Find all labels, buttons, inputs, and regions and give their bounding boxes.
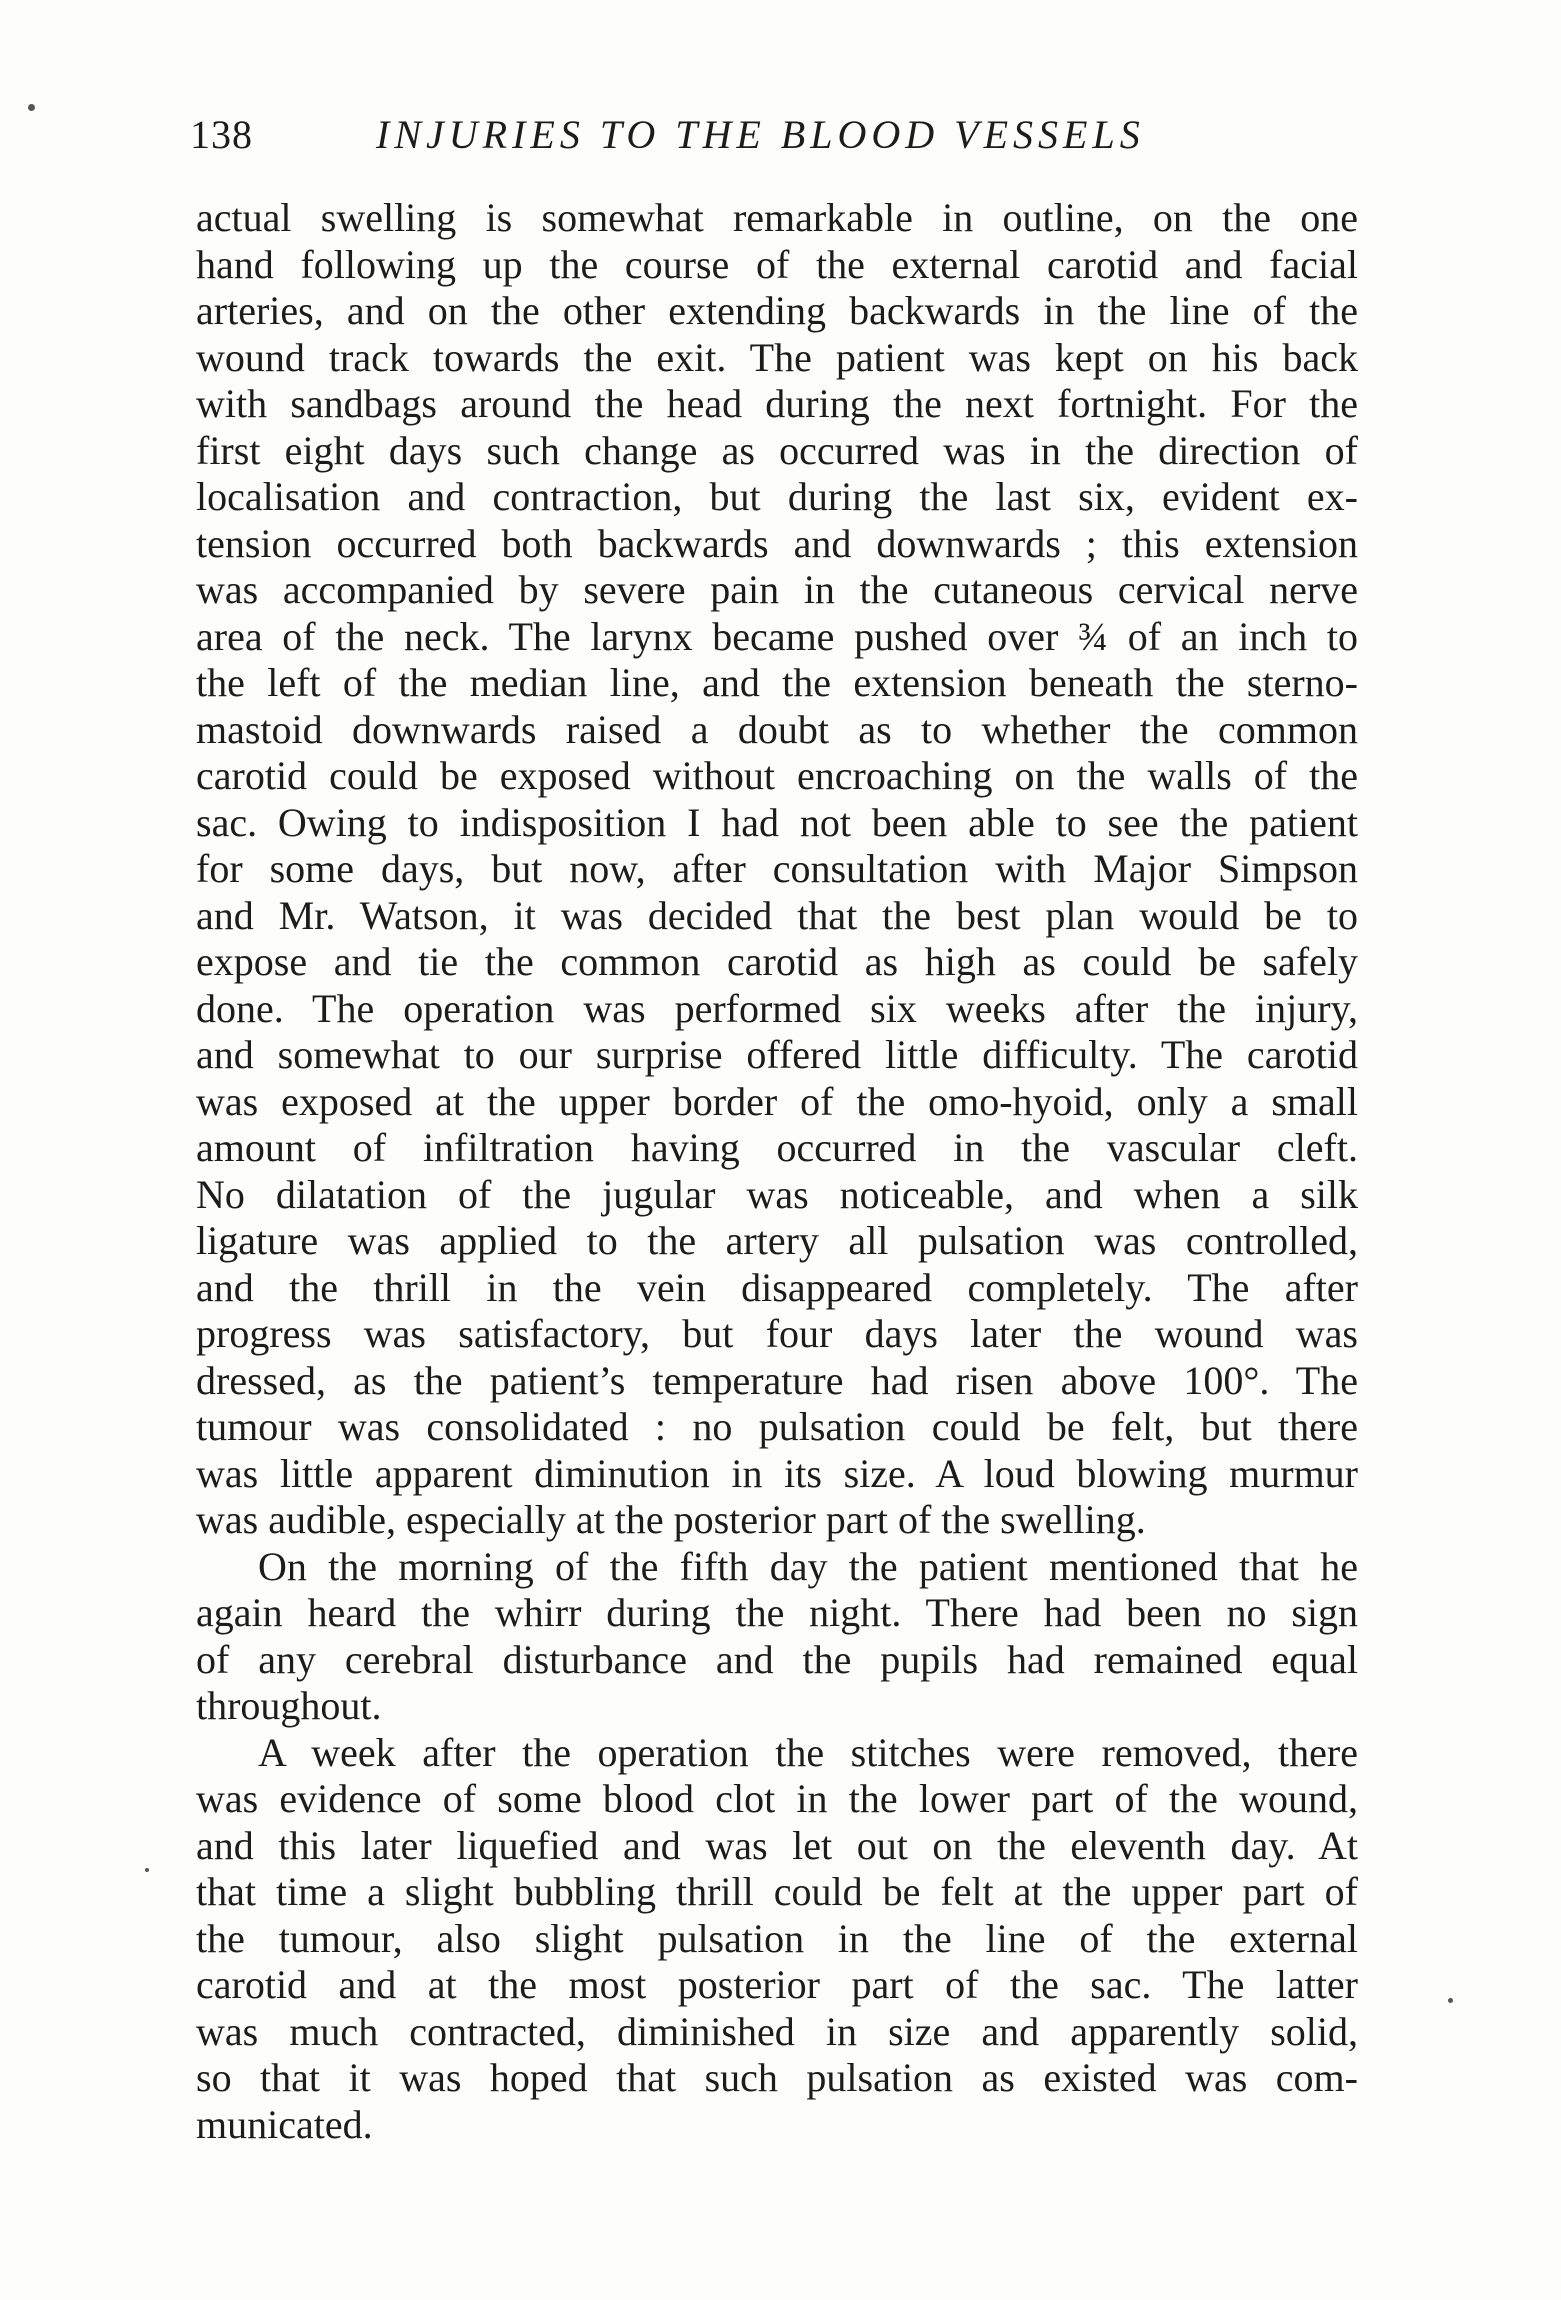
text-line: No dilatation of the jugular was noticeable, and when a silk <box>196 1171 1358 1217</box>
text-line: and Mr. Watson, it was decided that the best plan would be to <box>196 892 1358 938</box>
text-line: of any cerebral disturbance and the pupils had remained equal <box>196 1636 1358 1682</box>
text-line: the tumour, also slight pulsation in the line of the external <box>196 1915 1358 1961</box>
text-line: and the thrill in the vein disappeared completely. The after <box>196 1264 1358 1310</box>
paragraph-1 <box>196 195 1358 1544</box>
ink-speck <box>1448 1998 1453 2003</box>
text-line: was evidence of some blood clot in the lower part of the wound, <box>196 1776 1358 1821</box>
text-line: amount of infiltration having occurred in the vascular cleft. <box>196 1125 1358 1170</box>
paragraph-3 <box>196 1730 1358 2149</box>
text-line: carotid and at the most posterior part of the sac. The latter <box>196 1962 1358 2007</box>
text-line: ligature was applied to the artery all pulsation was controlled, <box>196 1218 1358 1263</box>
text-line: the left of the median line, and the extension beneath the sterno- <box>196 660 1358 705</box>
running-header <box>190 110 1370 160</box>
text-line: and this later liquefied and was let out on the eleventh day. At <box>196 1822 1358 1868</box>
text-line: mastoid downwards raised a doubt as to whether the common <box>196 706 1358 752</box>
ink-speck <box>145 1868 149 1872</box>
paragraph-2 <box>196 1544 1358 1730</box>
text-line: progress was satisfactory, but four days later the wound was <box>196 1311 1358 1356</box>
text-line: sac. Owing to indisposition I had not been able to see the patient <box>196 799 1358 845</box>
text-line: tumour was consolidated : no pulsation could be felt, but there <box>196 1404 1358 1449</box>
text-line: expose and tie the common carotid as high as could be safely <box>196 939 1358 984</box>
text-line: and somewhat to our surprise offered little difficulty. The carotid <box>196 1032 1358 1077</box>
text-line: dressed, as the patient’s temperature had risen above 100°. The <box>196 1357 1358 1403</box>
text-line: wound track towards the exit. The patient was kept on his back <box>196 334 1358 380</box>
text-line: first eight days such change as occurred was in the direction of <box>196 427 1358 473</box>
text-line: carotid could be exposed without encroaching on the walls of the <box>196 753 1358 798</box>
text-line: again heard the whirr during the night. There had been no sign <box>196 1590 1358 1635</box>
ink-speck <box>28 104 35 111</box>
text-line: hand following up the course of the external carotid and facial <box>196 241 1358 287</box>
text-line: localisation and contraction, but during the last six, evident ex- <box>196 474 1358 519</box>
text-line: municated. <box>196 2101 373 2147</box>
page-number: 138 <box>190 112 253 157</box>
text-line: area of the neck. The larynx became pushed over ¾ of an inch to <box>196 613 1358 659</box>
text-line: On the morning of the fifth day the patient mentioned that he <box>258 1543 1358 1589</box>
text-line: that time a slight bubbling thrill could be felt at the upper part of <box>196 1869 1358 1914</box>
text-line: throughout. <box>196 1683 382 1728</box>
text-line: so that it was hoped that such pulsation as existed was com- <box>196 2055 1358 2100</box>
running-title: INJURIES TO THE BLOOD VESSELS <box>376 112 1145 157</box>
text-line: was much contracted, diminished in size and apparently solid, <box>196 2008 1358 2054</box>
text-line: with sandbags around the head during the next fortnight. For the <box>196 381 1358 426</box>
text-line: arteries, and on the other extending backwards in the line of the <box>196 288 1358 333</box>
text-line: was exposed at the upper border of the omo-hyoid, only a small <box>196 1078 1358 1124</box>
text-line: A week after the operation the stitches were removed, there <box>258 1729 1358 1775</box>
text-line: was accompanied by severe pain in the cutaneous cervical nerve <box>196 567 1358 612</box>
text-line: actual swelling is somewhat remarkable in outline, on the one <box>196 195 1358 240</box>
text-line: was little apparent diminution in its size. A loud blowing murmur <box>196 1450 1358 1496</box>
text-line: done. The operation was performed six weeks after the injury, <box>196 985 1358 1031</box>
text-line: tension occurred both backwards and downwards ; this extension <box>196 520 1358 566</box>
text-line: for some days, but now, after consultation with Major Simpson <box>196 846 1358 891</box>
text-line: was audible, especially at the posterior part of the swelling. <box>196 1497 1146 1542</box>
body-text <box>196 195 1358 2148</box>
